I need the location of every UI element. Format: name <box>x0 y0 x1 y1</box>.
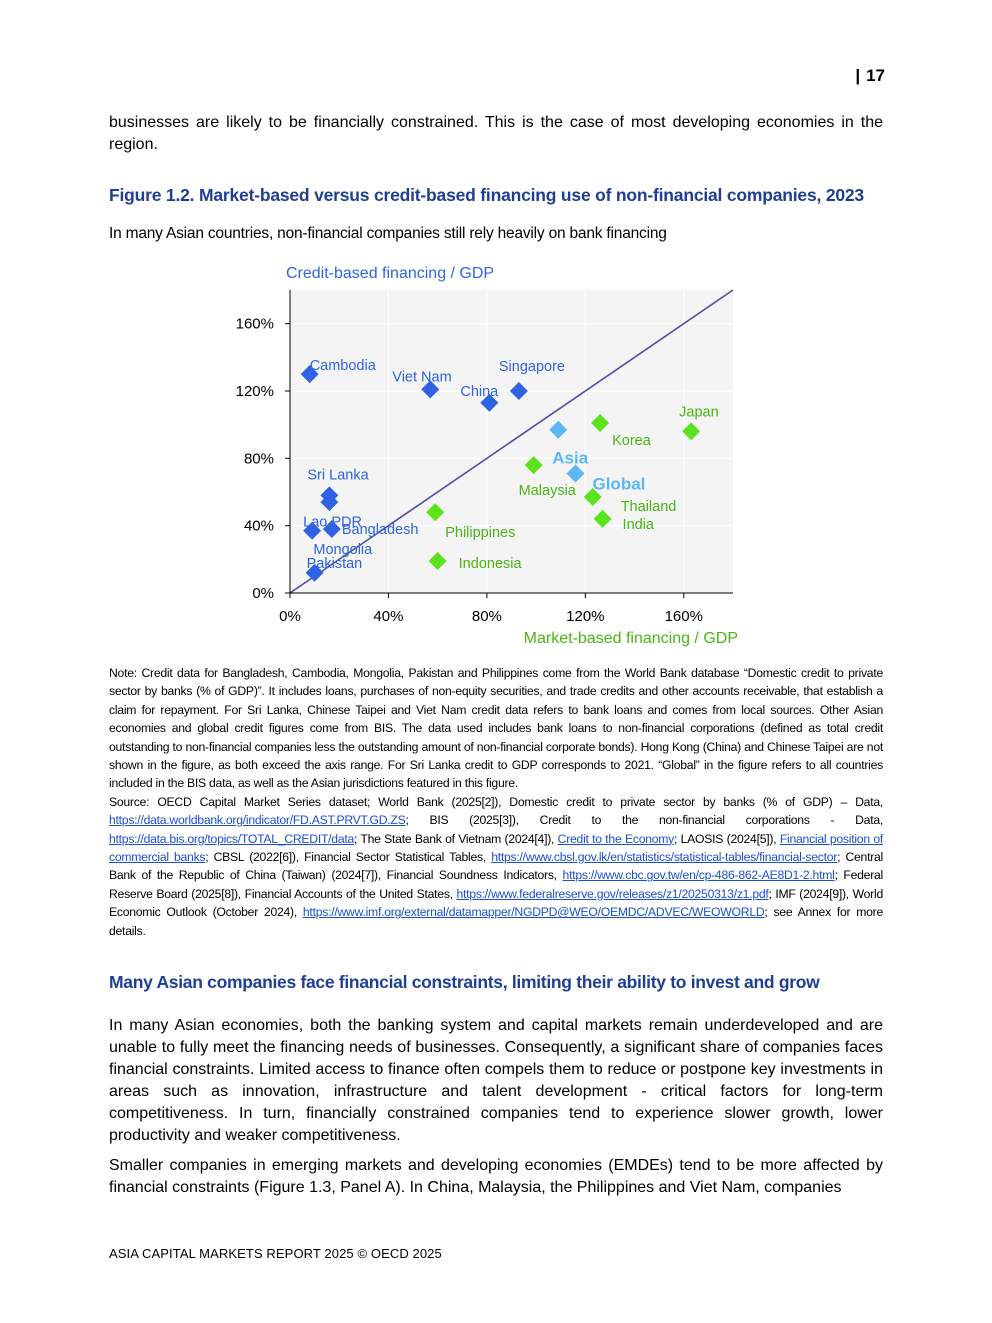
body-paragraph-2: Smaller companies in emerging markets and developing economies (EMDEs) tend to be more affected by financial constraints (Figure 1.3, Panel A). In China, Malaysia, the Philippines and Viet Nam, companies <box>109 1157 883 1196</box>
figure-notes <box>109 664 883 940</box>
source-part: ; Federal Reserve Board (2025[8]), Financial Accounts of the United States, <box>109 868 883 901</box>
source-part: ; see Annex for more details. <box>109 905 883 938</box>
page-number-value: 17 <box>866 66 885 85</box>
point-label-cambodia: Cambodia <box>309 358 376 375</box>
source-link[interactable]: https://www.cbsl.gov.lk/en/statistics/statistical-tables/financial-sector <box>491 850 838 865</box>
intro-paragraph: businesses are likely to be financially constrained. This is the case of most developing economies in the region. <box>109 114 883 153</box>
point-label-asia: Asia <box>552 448 589 468</box>
y-axis-title: Credit-based financing / GDP <box>286 265 495 282</box>
point-label-india: India <box>622 516 655 533</box>
x-tick-label: 160% <box>664 608 703 625</box>
y-tick-label: 0% <box>252 585 274 602</box>
source-link[interactable]: Financial position of commercial banks <box>109 831 883 865</box>
source-link[interactable]: https://data.bis.org/topics/TOTAL_CREDIT/data <box>109 831 355 846</box>
source-part: ; BIS (2025[3]), Credit to the non-financial corporations - Data, <box>405 813 883 828</box>
point-label-global: Global <box>592 474 646 494</box>
source-link[interactable]: https://www.imf.org/external/datamapper/NGDPD@WEO/OEMDC/ADVEC/WEOWORLD <box>302 905 765 920</box>
source-link[interactable]: https://www.cbc.gov.tw/en/cp-486-862-AE8D1-2.html <box>562 868 835 883</box>
source-part: ; Central Bank of the Republic of China (Taiwan) (2024[7]), Financial Soundness Indicators, <box>109 850 884 883</box>
point-label-singapore: Singapore <box>498 359 565 375</box>
point-label-thailand: Thailand <box>620 499 677 516</box>
source-part: ; CBSL (2022[6]), Financial Sector Statistical Tables, <box>205 850 492 865</box>
source-part: ; IMF (2024[9]), World Economic Outlook (October 2024), <box>109 886 883 920</box>
y-tick-label: 160% <box>235 315 274 333</box>
point-label-indonesia: Indonesia <box>458 556 522 573</box>
point-label-sri-lanka: Sri Lanka <box>307 467 369 484</box>
x-tick-label: 0% <box>279 608 301 625</box>
source-part: ; LAOSIS (2024[5]), <box>674 831 780 846</box>
y-tick-label: 120% <box>235 383 274 400</box>
page-number <box>855 66 885 86</box>
source-text <box>109 793 883 940</box>
page-number-separator: | <box>855 66 861 85</box>
y-tick-label: 40% <box>243 517 274 535</box>
scatter-chart <box>200 258 760 652</box>
chart-svg <box>200 258 760 652</box>
point-label-lao-pdr: Lao PDR <box>303 514 362 531</box>
point-label-philippines: Philippines <box>445 525 516 542</box>
source-part: ; The State Bank of Vietnam (2024[4]), <box>354 831 558 846</box>
section-heading: Many Asian companies face financial constraints, limiting their ability to invest and grow <box>109 972 820 992</box>
point-label-malaysia: Malaysia <box>518 483 576 500</box>
point-label-viet-nam: Viet Nam <box>392 369 452 386</box>
x-axis-title: Market-based financing / GDP <box>523 630 738 647</box>
source-link[interactable]: Credit to the Economy <box>557 831 675 846</box>
body-paragraph-1: In many Asian economies, both the banking system and capital markets remain underdeveloped and are unable to fully meet the financing needs of businesses. Consequently, a significant share of companies faces financial constraints. Limited access to finance often compels them to reduce or postpone key investments in areas such as innovation, infrastructure and talent development - critical factors for long-term competitiveness. In turn, financially constrained companies tend to experience slower growth, lower productivity and weaker competitiveness. <box>109 1017 883 1144</box>
y-tick-label: 80% <box>243 450 274 468</box>
source-part: Source: OECD Capital Market Series dataset; World Bank (2025[2]), Domestic credit to private sector by banks (% of GDP) – Data, <box>109 794 883 809</box>
point-label-japan: Japan <box>679 404 719 421</box>
point-label-korea: Korea <box>612 432 651 449</box>
source-link[interactable]: https://www.federalreserve.gov/releases/z1/20250313/z1.pdf <box>456 886 769 901</box>
x-tick-label: 80% <box>471 608 502 625</box>
figure-subtitle: In many Asian countries, non-financial companies still rely heavily on bank financing <box>109 225 667 242</box>
point-label-bangladesh: Bangladesh <box>341 522 419 539</box>
source-link[interactable]: https://data.worldbank.org/indicator/FD.AST.PRVT.GD.ZS <box>109 813 406 828</box>
point-label-mongolia: Mongolia <box>313 542 373 559</box>
x-tick-label: 120% <box>566 608 605 625</box>
note-text: Note: Credit data for Bangladesh, Cambodia, Mongolia, Pakistan and Philippines come from the World Bank database “Domestic credit to private sector by banks (% of GDP)”. It includes loans, purchases of non-equity securities, and trade credits and other accounts receivable, that establish a claim for repayment. For Sri Lanka, Chinese Taipei and Viet Nam credit data refers to bank loans and comes from local sources. Other Asian economies and global credit figures come from BIS. The data used includes bank loans to non-financial corporations (defined as total credit outstanding to non-financial companies less the outstanding amount of non-financial corporate bonds). Hong Kong (China) and Chinese Taipei are not shown in the figure, as both exceed the axis range. For Sri Lanka credit to GDP corresponds to 2021. “Global” in the figure refers to all countries included in the BIS data, as well as the Asian jurisdictions featured in this figure. <box>109 666 883 791</box>
x-tick-label: 40% <box>373 608 404 625</box>
figure-title: Figure 1.2. Market-based versus credit-based financing use of non-financial companies, 2023 <box>109 185 864 205</box>
point-label-pakistan: Pakistan <box>306 555 363 572</box>
page-footer: ASIA CAPITAL MARKETS REPORT 2025 © OECD 2025 <box>109 1246 442 1261</box>
point-label-china: China <box>460 383 499 400</box>
